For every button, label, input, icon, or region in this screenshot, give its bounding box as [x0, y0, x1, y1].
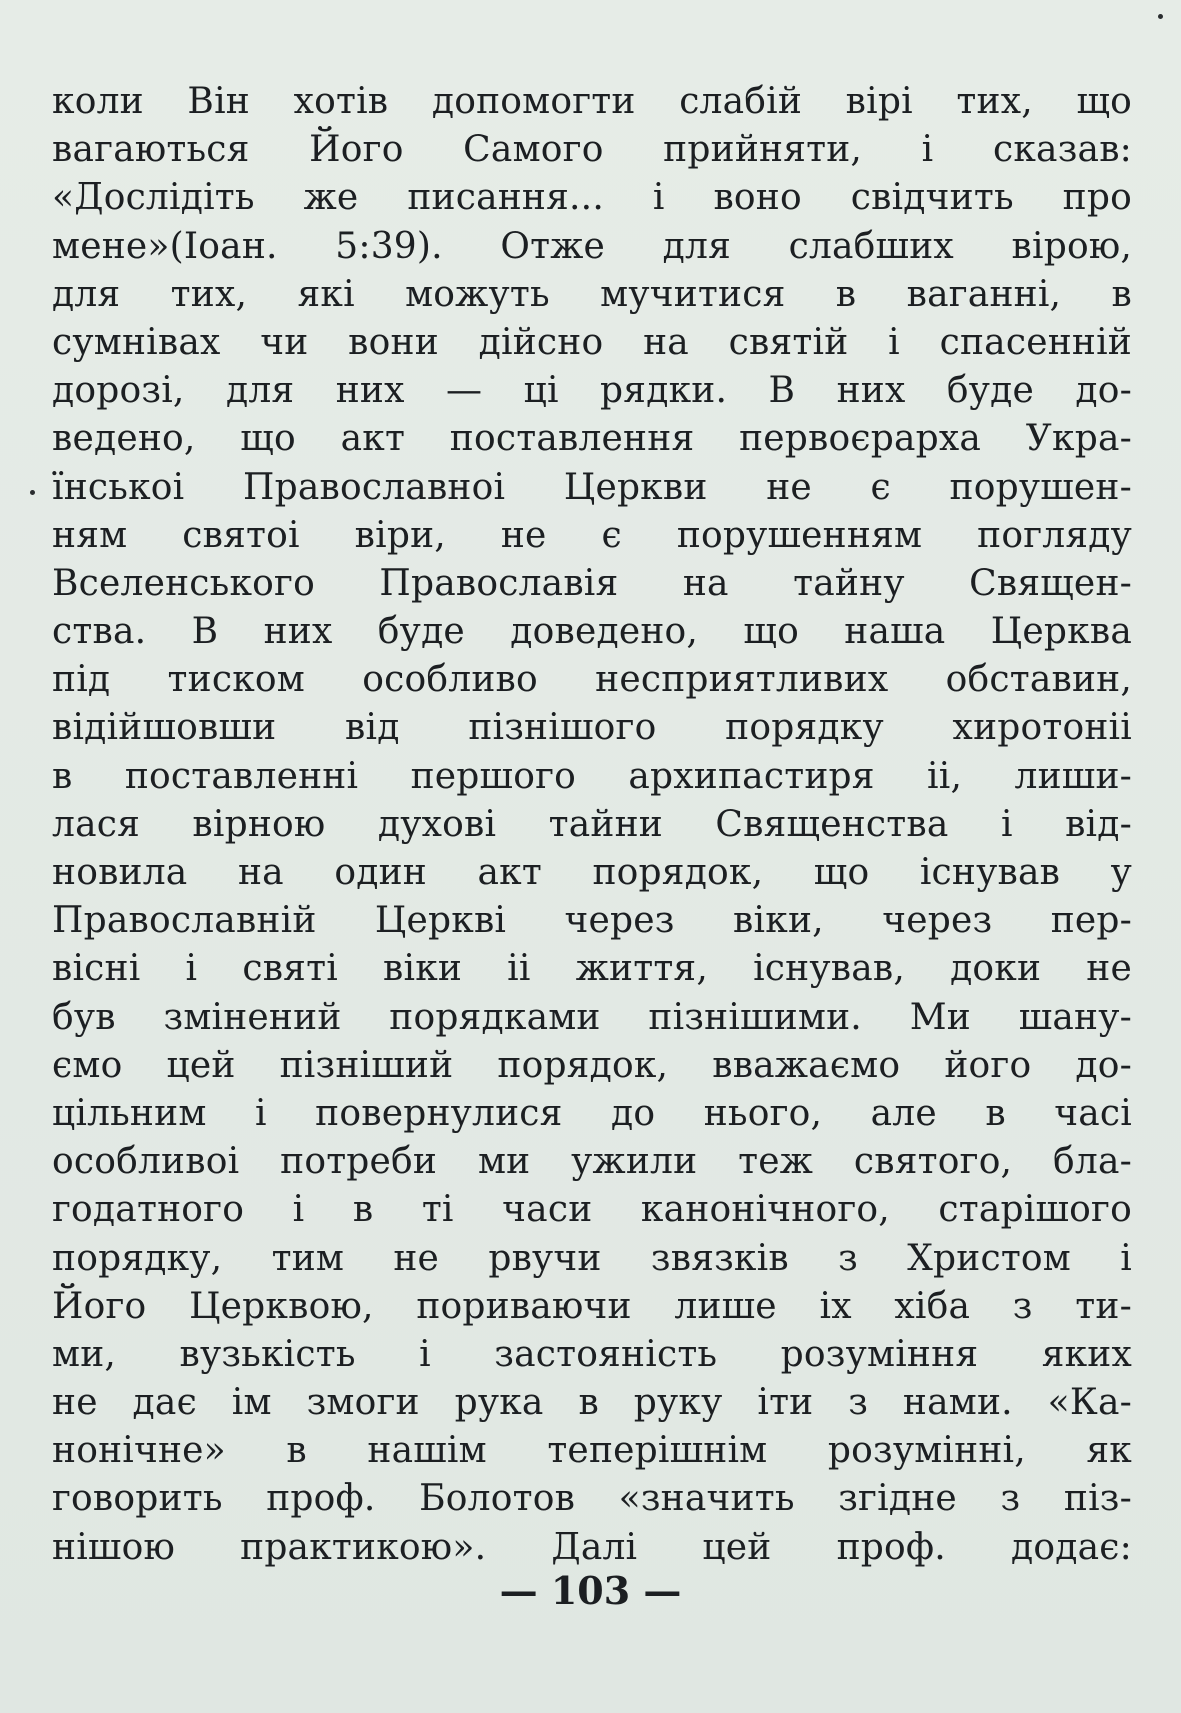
text-line: ням святоі віри, не є порушенням погляду [52, 514, 1132, 556]
text-line: їнськоі Православноі Церкви не є порушен- [52, 466, 1132, 508]
text-line: ства. В них буде доведено, що наша Церква [52, 611, 1132, 653]
text-line: «Дослідіть же писання... і воно свідчить про [52, 177, 1132, 219]
text-line: в поставленні першого архипастиря іі, лиши- [52, 755, 1132, 797]
text-line: новила на один акт порядок, що існував у [52, 852, 1132, 893]
ink-speck [30, 490, 35, 495]
text-line: сумнівах чи вони дійсно на святій і спасенній [52, 321, 1132, 363]
text-line: ми, вузькість і застояність розуміння яких [52, 1333, 1132, 1375]
page-number: — 103 — [499, 1568, 682, 1613]
text-line: не дає ім змоги рука в руку іти з нами. «Ка- [52, 1382, 1132, 1424]
text-line: вагаються Його Самого прийняти, і сказав: [52, 129, 1132, 171]
text-line: мене»(Іоан. 5:39). Отже для слабших вірою, [52, 225, 1132, 267]
text-line: лася вірною духові тайни Священства і від- [52, 803, 1132, 845]
text-line: особливоі потреби ми ужили теж святого, бла- [52, 1141, 1132, 1183]
text-line: був змінений порядками пізнішими. Ми шану- [52, 996, 1132, 1038]
text-line: коли Він хотів допомогти слабій вірі тих, що [52, 81, 1132, 122]
text-line: вісні і святі віки іі життя, існував, доки не [52, 948, 1132, 990]
text-line: дорозі, для них — ці рядки. В них буде до- [52, 370, 1132, 412]
text-line: Православній Церкві через віки, через пер- [52, 900, 1132, 942]
text-line: нішою практикою». Далі цей проф. додає: [52, 1526, 1132, 1568]
text-line: цільним і повернулися до нього, але в часі [52, 1092, 1132, 1134]
text-line: годатного і в ті часи канонічного, старішого [52, 1189, 1132, 1231]
text-line: порядку, тим не рвучи звязків з Христом і [52, 1237, 1132, 1279]
text-line: нонічне» в нашім теперішнім розумінні, як [52, 1430, 1132, 1472]
text-line: ведено, що акт поставлення первоєрарха Укра- [52, 418, 1132, 460]
body-text [52, 78, 1132, 1572]
text-line: Його Церквою, пориваючи лише іх хіба з ти- [52, 1285, 1132, 1327]
text-line: для тих, які можуть мучитися в ваганні, в [52, 273, 1132, 315]
text-line: ємо цей пізніший порядок, вважаємо його до- [52, 1044, 1132, 1086]
text-line: під тиском особливо несприятливих обставин, [52, 659, 1132, 701]
text-line: відійшовши від пізнішого порядку хиротоніі [52, 707, 1132, 749]
text-line: Вселенського Православія на тайну Священ- [52, 562, 1132, 604]
ink-speck [1158, 14, 1163, 19]
text-line: говорить проф. Болотов «значить згідне з піз- [52, 1478, 1132, 1520]
